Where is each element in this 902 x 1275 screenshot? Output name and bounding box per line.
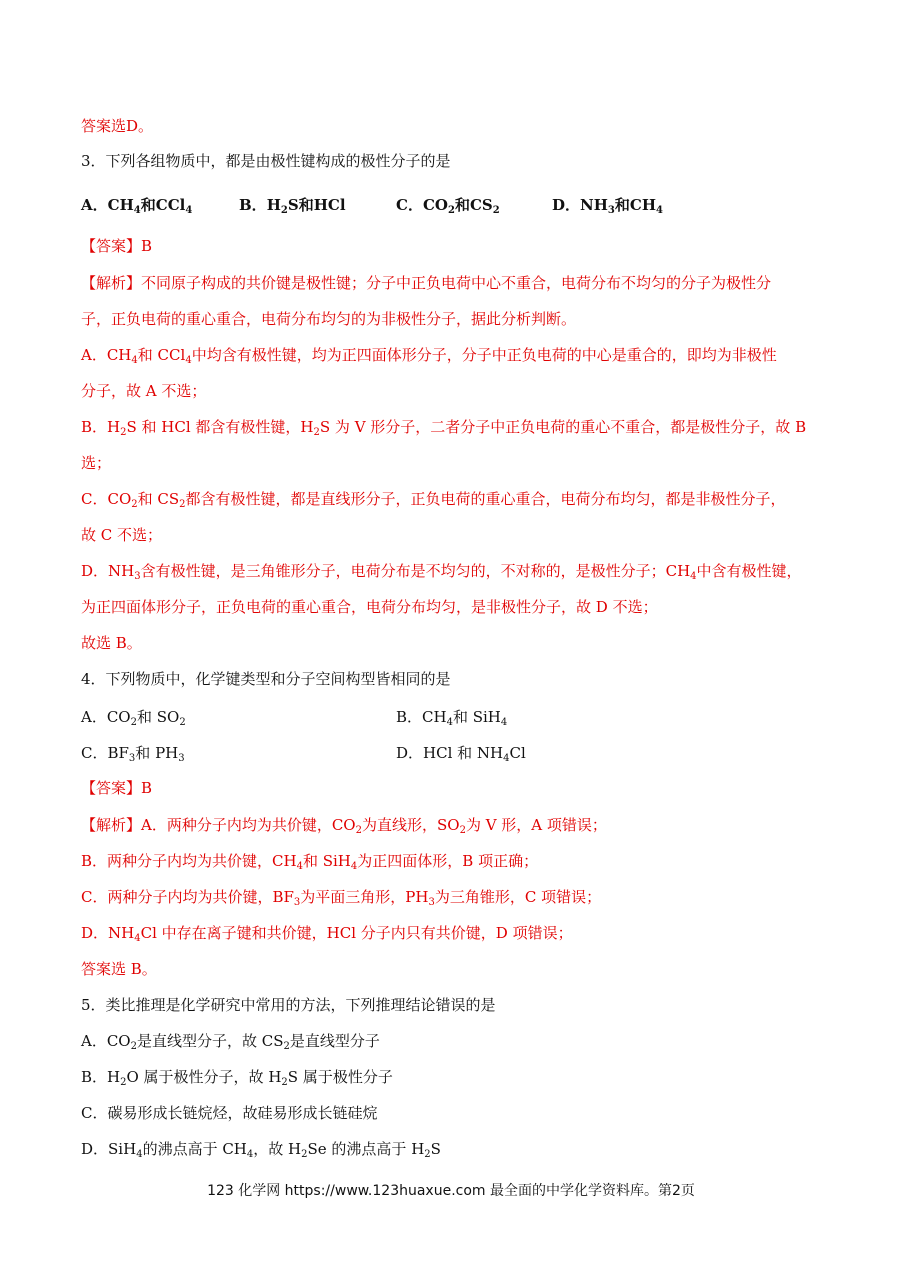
q4-option-c: C．$BF_3$和 $PH_3$ — [81, 744, 185, 764]
q5-option-c: C．碳易形成长链烷烃，故硅易形成长链硅烷 — [81, 1104, 378, 1122]
q3-explanation-d-1: D．$NH_3$含有极性键，是三角锥形分子，电荷分布是不均匀的，不对称的，是极性分子；$CH_4$中含有极性键， — [81, 562, 802, 582]
q4-explanation-b: B．两种分子内均为共价键，$CH_4$和 SiH$_4$为正四面体形，B 项正确； — [81, 852, 539, 872]
q4-explanation-c: C．两种分子内均为共价键，$BF_3$为平面三角形，$PH_3$为三角锥形，C 项错误； — [81, 888, 602, 908]
q4-option-b: B．$CH_4$和 SiH$_4$ — [396, 708, 508, 728]
prev-answer-line: 答案选D。 — [81, 117, 154, 135]
q3-explanation-d-2: 为正四面体形分子，正负电荷的重心重合，电荷分布均匀，是非极性分子，故 D 不选； — [81, 598, 658, 616]
q3-explanation-end: 故选 B。 — [81, 634, 142, 652]
q5-option-b: B．$H_2O$ 属于极性分子，故 $H_2S$ 属于极性分子 — [81, 1068, 393, 1088]
q3-explanation-b-2: 选； — [81, 454, 112, 472]
q3-explanation-a-2: 分子，故 A 不选； — [81, 382, 207, 400]
q4-explanation-a: 【解析】A．两种分子内均为共价键，$CO_2$为直线形，$SO_2$为 V 形，A 项错误； — [81, 816, 607, 836]
q3-explanation-b-1: B．$H_2S$ 和 HCl 都含有极性键，$H_2S$ 为 V 形分子，二者分子中正负电荷的重心不重合，都是极性分子，故 B — [81, 418, 807, 438]
question-4: 4．下列物质中，化学键类型和分子空间构型皆相同的是 — [81, 670, 451, 688]
q3-explanation-line-1: 【解析】不同原子构成的共价键是极性键；分子中正负电荷中心不重合，电荷分布不均匀的分子为极性分 — [81, 274, 772, 292]
q3-answer: 【答案】B — [81, 237, 153, 255]
q5-option-a: A．$CO_2$是直线型分子，故 $CS_2$是直线型分子 — [81, 1032, 380, 1052]
q3-option-c: C．$CO_2$和$CS_2$ — [396, 196, 500, 216]
q4-answer: 【答案】B — [81, 779, 153, 797]
q3-explanation-line-2: 子，正负电荷的重心重合，电荷分布均匀的为非极性分子，据此分析判断。 — [81, 310, 577, 328]
q3-option-d: D．$NH_3$和$CH_4$ — [552, 196, 663, 216]
q4-option-a: A．$CO_2$和 $SO_2$ — [81, 708, 186, 728]
page-footer: 123 化学网 https://www.123huaxue.com 最全面的中学化学资料库。第2页 — [207, 1183, 695, 1199]
q4-option-d: D．HCl 和 $NH_4Cl$ — [396, 744, 526, 764]
q3-option-b: B．$H_2S$和HCl — [239, 196, 346, 216]
q4-explanation-d: D．$NH_4Cl$ 中存在离子键和共价键，HCl 分子内只有共价键，D 项错误； — [81, 924, 573, 944]
question-5: 5．类比推理是化学研究中常用的方法，下列推理结论错误的是 — [81, 996, 496, 1014]
question-3: 3．下列各组物质中，都是由极性键构成的极性分子的是 — [81, 152, 451, 170]
q3-explanation-a-1: A．$CH_4$和 CCl$_4$中均含有极性键，均为正四面体形分子，分子中正负电荷的中心是重合的，即均为非极性 — [81, 346, 777, 366]
q3-explanation-c-1: C．$CO_2$和 $CS_2$都含有极性键，都是直线形分子，正负电荷的重心重合，电荷分布均匀，都是非极性分子， — [81, 490, 786, 510]
q3-explanation-c-2: 故 C 不选； — [81, 526, 163, 544]
q3-option-a: A．$CH_4$和CCl$_4$ — [81, 196, 193, 216]
q4-explanation-end: 答案选 B。 — [81, 960, 157, 978]
q5-option-d: D．SiH$_4$的沸点高于 $CH_4$，故 $H_2Se$ 的沸点高于 $H_2S$ — [81, 1140, 441, 1160]
